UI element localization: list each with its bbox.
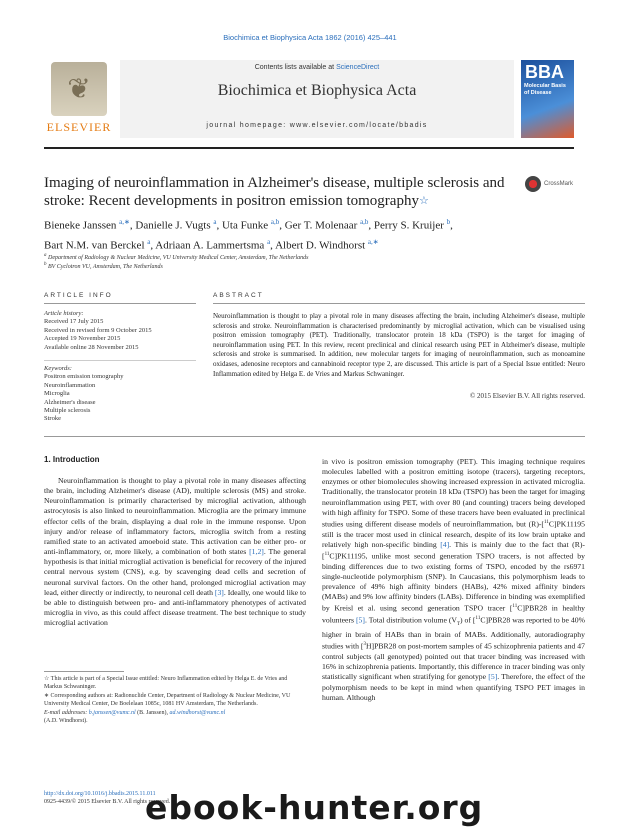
citation-link[interactable]: [5] xyxy=(356,615,365,625)
citation-link[interactable]: [5] xyxy=(488,672,498,682)
email-link-janssen[interactable]: b.janssen@vumc.nl xyxy=(88,710,136,717)
crossmark-badge[interactable] xyxy=(525,174,595,194)
author-list xyxy=(44,214,584,253)
paragraph-text: C]PBR28 in healthy volunteers xyxy=(322,603,586,625)
footnotes xyxy=(44,676,304,726)
author-name: , Uta Funke xyxy=(216,219,271,232)
author-name: , Perry S. Kruijer xyxy=(368,219,447,232)
history-item: Available online 28 November 2015 xyxy=(44,343,139,351)
cover-subtitle: Molecular Basis of Disease xyxy=(524,83,566,96)
author-affiliation-mark[interactable]: a,b xyxy=(270,218,280,226)
author-affiliation-mark[interactable]: a xyxy=(147,237,151,246)
publisher-name: ELSEVIER xyxy=(46,120,112,134)
paragraph-text: C]PK11195, unlike most second generation TSPO tracers, is not affected by binding differences due to two existing forms of TSPO, encoded by the rs6971 single-nucleotide polymorphism (SNP). In Caucasians, this polymorphism leads to prevalence of 49% high affinity binders (HABs), 42% mixed affinity binders (MABs) and 9% low affinity binders (LABs). Difference in binding was exemplified by Kreisl et al. using second generation TSPO tracer [ xyxy=(322,551,585,613)
elsevier-logo xyxy=(44,62,114,138)
footnote-rule xyxy=(44,671,124,672)
author-affiliation-mark[interactable]: a,b xyxy=(360,218,369,226)
author-name: , Adriaan A. Lammertsma xyxy=(150,239,268,252)
author-name: , Danielle J. Vugts xyxy=(129,219,214,232)
author-separator: , xyxy=(450,219,453,232)
paragraph-text: . The general hypothesis is that initial microglial activation is beneficial for recovery of the injured central nervous system (CNS), e.g. by scavenging dead cells and secretion of neuronal survival factors. On the other hand, prolonged microglial activation may lead, either directly or indirectly, to neuronal cell death xyxy=(44,547,306,597)
subscript: T xyxy=(456,622,461,628)
masthead-box xyxy=(120,60,514,138)
article-title xyxy=(44,174,514,210)
paragraph-text: C]PBR28 was reported to be 40% higher in brain of HABs than in brain of MABs. Additionally, autoradiography studies with [ xyxy=(322,615,585,651)
doi-link[interactable]: http://dx.doi.org/10.1016/j.bbadis.2015.11.011 xyxy=(44,791,156,797)
footnote-text: This article is part of a Special Issue entitled: Neuro Inflammation edited by Helga E. de Vries and Markus Schwaninger. xyxy=(44,676,288,690)
cover-acronym: BBA xyxy=(525,62,564,82)
issn-copyright: 0925-4439/© 2015 Elsevier B.V. All rights reserved. xyxy=(44,799,171,805)
abstract-copyright: © 2015 Elsevier B.V. All rights reserved. xyxy=(469,392,585,400)
article-info-heading: ARTICLE INFO xyxy=(44,292,113,299)
history-item: Accepted 19 November 2015 xyxy=(44,335,121,343)
superscript: 11 xyxy=(544,519,549,525)
abstract-heading: ABSTRACT xyxy=(213,292,264,299)
paragraph-text: . Total distribution volume (V xyxy=(364,615,457,625)
keyword: Alzheimer's disease xyxy=(44,398,96,406)
footnote-corresponding xyxy=(44,693,304,708)
affiliation-text: BV Cyclotron VU, Amsterdam, The Netherlands xyxy=(48,264,163,270)
footnote-emails xyxy=(44,710,304,718)
citation-link[interactable]: [1,2] xyxy=(249,547,264,557)
author-name: , Albert D. Windhorst xyxy=(270,239,368,252)
author-affiliation-mark[interactable]: a,∗ xyxy=(119,218,130,226)
superscript: 11 xyxy=(475,616,481,622)
author-affiliation-mark[interactable]: b xyxy=(446,218,451,226)
article-title-text: Imaging of neuroinflammation in Alzheimer's disease, multiple sclerosis and stroke: Recent developments in positron emission tomography xyxy=(44,175,505,209)
keyword: Stroke xyxy=(44,415,61,423)
history-item: Received in revised form 9 October 2015 xyxy=(44,326,152,334)
journal-homepage[interactable]: journal homepage: www.elsevier.com/locate/bbadis xyxy=(206,122,428,129)
affiliation-mark: b xyxy=(44,262,47,267)
affiliation-text: Department of Radiology & Nuclear Medicine, VU University Medical Center, Amsterdam, The Netherlands xyxy=(48,255,309,261)
elsevier-tree-icon: ❦ xyxy=(51,62,107,116)
footnote-text: Corresponding authors at: Radionuclide Center, Department of Radiology & Nuclear Medicine, VU University Medical Center, De Boelelaan 1085c, 1081 HV Amsterdam, The Netherlands. xyxy=(44,693,291,707)
intro-right-column xyxy=(322,457,585,703)
footnote-special-issue xyxy=(44,676,304,691)
section-heading-introduction: 1. Introduction xyxy=(44,455,100,464)
author-name: Bart N.M. van Berckel xyxy=(44,239,148,252)
keyword: Microglia xyxy=(44,390,70,398)
keyword: Multiple sclerosis xyxy=(44,407,91,415)
masthead-divider xyxy=(44,147,574,149)
crossmark-label: CrossMark xyxy=(544,181,574,187)
superscript: 11 xyxy=(512,604,518,610)
keywords xyxy=(44,365,204,424)
email-link-windhorst[interactable]: ad.windhorst@vumc.nl xyxy=(169,710,226,717)
paragraph-text: Neuroinflammation is thought to play a pivotal role in many diseases affecting the brain, including Alzheimer's disease (AD), multiple sclerosis (MS) and stroke. Neuroinflammation is primarily characterised by microglial activation, although astrocytosis is also linked to neuroinflammation. Microglia are the primary immune effector cells of the brain, displaying a dual role in the immune response. Upon injury and/or release of inflammatory factors, microglia switch from a resting ramified state to an activated amoeboid state. This activation can be either pro- or anti-inflammatory, or, more likely, a combination of both states xyxy=(44,476,306,557)
affiliation-mark: a xyxy=(44,253,47,258)
paragraph-text: . Ideally, one would like to be able to distinguish between pro- and anti-inflammatory phenotypes of activated microglia in vivo, as this could affect disease treatment. The best technique to study microglial activation xyxy=(44,587,306,628)
article-info-rule xyxy=(44,303,196,304)
journal-cover-image xyxy=(521,60,574,138)
keyword: Neuroinflammation xyxy=(44,381,96,389)
footnote-mark: ∗ xyxy=(44,693,50,700)
keywords-label: Keywords: xyxy=(44,365,72,372)
article-history xyxy=(44,310,204,352)
contents-available-line xyxy=(120,64,514,71)
journal-reference[interactable]: Biochimica et Biophysica Acta 1862 (2016) 425–441 xyxy=(223,33,397,42)
paragraph-text: in vivo is positron emission tomography (PET). This imaging technique requires molecules labelled with a positron emitting isotope (tracers), targeting receptors, enzymes or other biomolecules showing increased expression in activated microglia. Traditionally, the translocator protein 18 kDa (TSPO) has been the target for imaging neuroinflammation using PET, with over 80 (and counting) tracers being developed with high affinity for TSPO. Some of these tracers have been evaluated in preclinical studies using different disease models of neuroinflammation, but (R)-[ xyxy=(322,457,585,529)
author-affiliation-mark[interactable]: a xyxy=(213,218,217,226)
keyword: Positron emission tomography xyxy=(44,373,124,381)
info-divider xyxy=(44,360,196,361)
email-owner: (B. Janssen), xyxy=(135,710,170,717)
citation-link[interactable]: [4] xyxy=(440,539,450,549)
abstract-text: Neuroinflammation is thought to play a pivotal role in many diseases affecting the brain, including Alzheimer's disease, multiple sclerosis and stroke. Neuroinflammation is characterised predominantly by microglial activation, which can be visualised using positron emission tomography (PET). Traditionally, translocator protein 18 kDa (TSPO) is the target for imaging of neuroinflammation using PET. In this review, recent preclinical and clinical research using PET in Alzheimer's disease, multiple sclerosis and stroke is summarised. In addition, new molecular targets for imaging of neuroinflammation, such as monoamine oxidases, adenosine receptors and cannabinoid receptor type 2, are discussed. This article is part of a Special Issue entitled: Neuro Inflammation edited by Helga E. de Vries and Markus Schwaninger. xyxy=(213,312,585,378)
history-label: Article history: xyxy=(44,310,84,317)
contents-prefix: Contents lists available at xyxy=(254,64,337,71)
sciencedirect-link[interactable]: ScienceDirect xyxy=(336,64,380,71)
author-affiliation-mark[interactable]: a,∗ xyxy=(367,237,379,246)
abstract-bottom-rule xyxy=(44,436,585,437)
superscript: 3 xyxy=(363,642,366,648)
footnote-mark: ☆ xyxy=(44,676,50,682)
citation-link[interactable]: [3] xyxy=(214,587,224,597)
crossmark-icon xyxy=(525,176,541,192)
watermark-text: ebook-hunter.org xyxy=(145,788,484,827)
affiliation-b xyxy=(44,261,584,271)
email-label: E-mail addresses: xyxy=(44,710,89,717)
title-footnote-mark[interactable]: ☆ xyxy=(418,195,429,207)
author-affiliation-mark[interactable]: a xyxy=(267,237,271,246)
paragraph-text: ) of [ xyxy=(460,615,476,625)
author-name: , Ger T. Molenaar xyxy=(279,219,361,232)
abstract-rule xyxy=(213,303,585,304)
journal-masthead xyxy=(44,60,574,140)
paragraph-text: H]PBR28 on post-mortem samples of 45 schizophrenia patients and 47 control subjects (all genotyped) pointed out that tracer binding was increased with 16% in schizophrenia patients. Importantly, this difference in tracer binding was only statistically significant when stratifying for genotype xyxy=(322,642,585,682)
paragraph-text: . This is mainly due to the fact that (R)-[ xyxy=(322,539,585,561)
paragraph-text: C]PK11195 still is the tracer most used in clinical research, despite of its low brain uptake and relatively high non-specific binding xyxy=(322,519,585,549)
journal-title: Biochimica et Biophysica Acta xyxy=(217,82,417,99)
email-owner: (A.D. Windhorst). xyxy=(44,717,88,724)
paragraph-text: . Therefore, the effect of the polymorphism needs to be kept in mind when quantifying TSPO PET images in human. Although xyxy=(322,672,586,702)
author-name: Bieneke Janssen xyxy=(44,219,120,232)
superscript: 11 xyxy=(324,551,330,557)
intro-left-column xyxy=(44,476,306,628)
history-item: Received 17 July 2015 xyxy=(44,318,104,326)
